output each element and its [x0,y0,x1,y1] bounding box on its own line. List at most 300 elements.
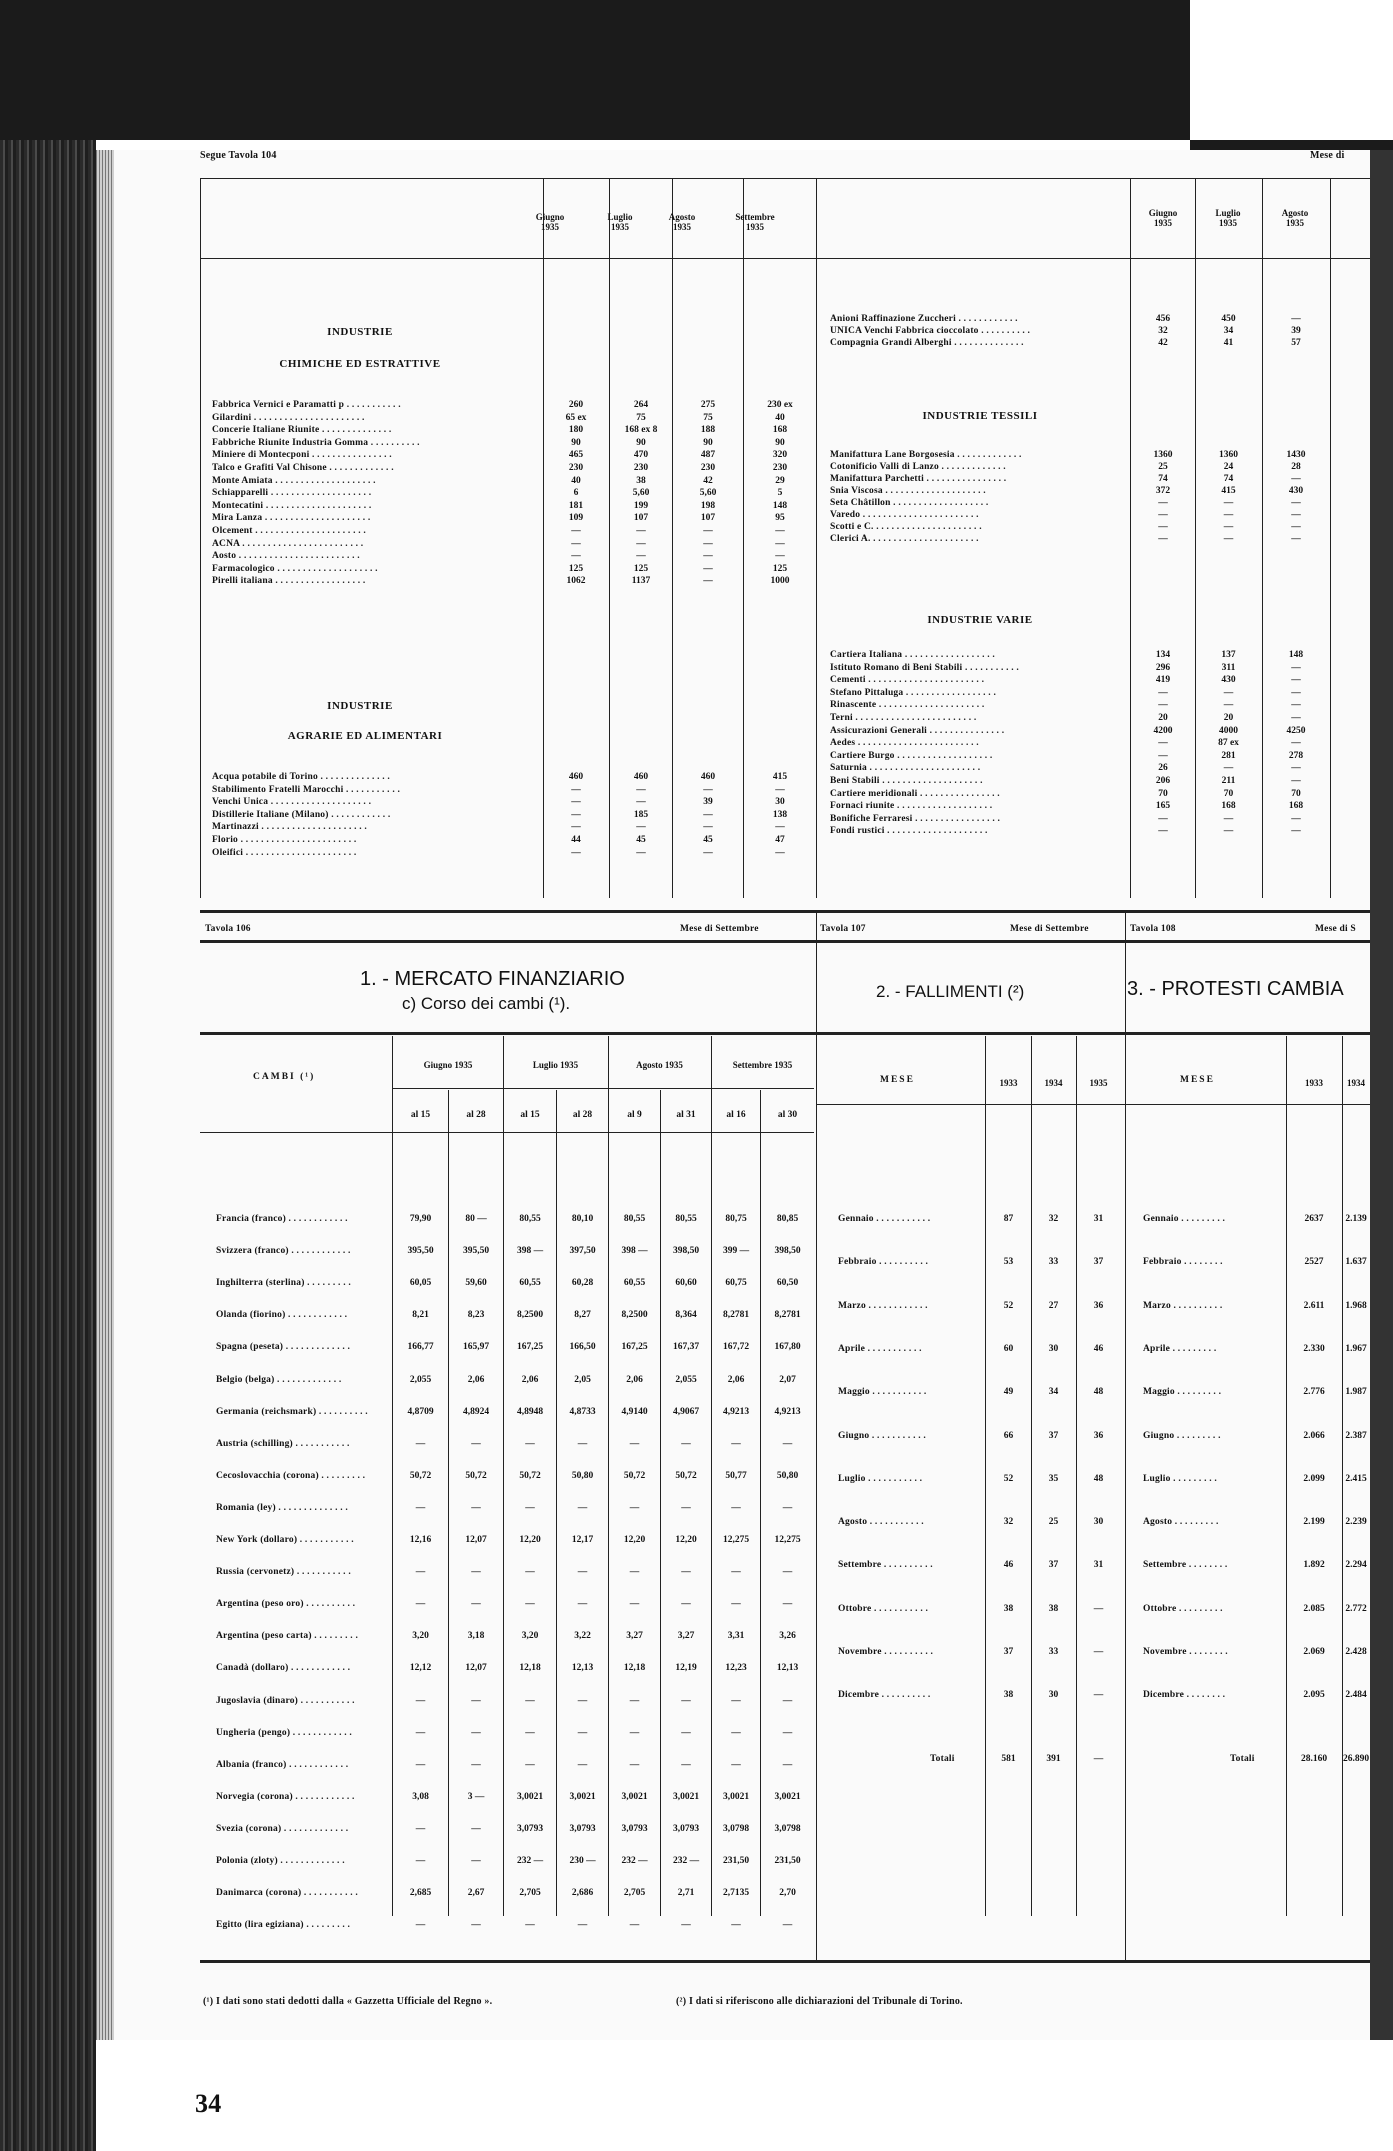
cell-value: 1430 [1286,450,1306,460]
row-label: Belgio (belga) . . . . . . . . . . . . . [216,1374,342,1385]
row-label: Farmacologico . . . . . . . . . . . . . . . . . . . . [212,563,378,574]
cell-value: 42 [703,475,713,486]
cell-value: 125 [568,563,584,574]
cell-value: 41 [1223,338,1234,348]
cell-value: — [525,1502,535,1513]
rule-col7 [1262,178,1263,898]
year-header: 1934 [1347,1078,1365,1088]
cell-value: 460 [700,772,716,782]
cell-value: 199 [633,500,649,511]
cell-value: — [731,1567,741,1578]
rule-thick [200,1032,1370,1035]
cell-value: 1.892 [1303,1560,1325,1571]
cell-value: — [1158,534,1168,544]
rule-thick [200,910,1370,913]
total-value: 26.890 [1343,1754,1370,1764]
cell-value: 2.239 [1345,1517,1367,1528]
cell-value: 1.968 [1345,1300,1367,1311]
row-label: Florio . . . . . . . . . . . . . . . . . . . . . . . [212,835,357,845]
cell-value: 8,27 [574,1310,591,1321]
total-label: Totali [1230,1754,1255,1764]
rule [1286,1036,1287,1916]
cell-value: — [1291,510,1301,520]
cell-value: — [775,551,785,562]
cell-value: — [775,822,785,833]
cell-value: — [415,1727,426,1738]
cell-value: 2,05 [574,1374,591,1385]
row-label: Aedes . . . . . . . . . . . . . . . . . . . . . . . . [830,738,979,749]
cell-value: — [636,526,646,536]
row-label: Argentina (peso carta) . . . . . . . . . [216,1631,359,1642]
cell-value: 2,686 [571,1888,594,1899]
cell-value: 2.776 [1303,1387,1325,1398]
cell-value: — [415,1502,426,1513]
row-label: Stefano Pittaluga . . . . . . . . . . . . . . . . . . [830,687,997,698]
row-label: Mira Lanza . . . . . . . . . . . . . . . . . . . . . [212,513,371,524]
cell-value: — [703,538,713,549]
month-header: Settembre 1935 [735,212,775,232]
cell-value: 80,10 [571,1214,594,1224]
cell-value: 30 [1093,1517,1104,1528]
cell-value: — [681,1695,691,1706]
cell-value: 430 [1221,675,1236,686]
cell-value: 4,8709 [407,1406,434,1417]
cell-value: — [731,1727,741,1738]
rule-col1 [543,178,544,898]
row-label: Cartiera Italiana . . . . . . . . . . . . . . . . . . [830,650,995,660]
cell-value: 4,9067 [672,1406,700,1417]
row-label: Fornaci riunite . . . . . . . . . . . . . . . . . . . [830,801,993,812]
row-label: Maggio . . . . . . . . . . . [838,1387,927,1398]
cell-value: 3,20 [412,1631,429,1642]
cell-value: — [731,1438,741,1449]
cell-value: 24 [1223,462,1234,472]
rule-col6 [1195,178,1196,898]
row-label: Acqua potabile di Torino . . . . . . . . . . . . . . [212,772,390,782]
cell-value: 3,0021 [722,1791,750,1802]
day-header: al 28 [572,1110,593,1120]
rule-thick [200,1960,1370,1963]
cell-value: 79,90 [409,1214,432,1224]
cell-value: 40 [775,412,785,423]
cell-value: 20 [1158,713,1168,723]
cell-value: 12,18 [623,1663,646,1674]
cell-value: 2.415 [1345,1473,1367,1484]
cell-value: — [731,1599,741,1610]
cell-value: 30 [775,797,785,808]
row-label: Romania (ley) . . . . . . . . . . . . . . [216,1502,348,1513]
row-label: Varedo . . . . . . . . . . . . . . . . . . . . . . . [830,510,979,520]
cell-value: 38 [1048,1603,1059,1614]
cell-value: 1360 [1219,450,1238,460]
cell-value: 2,685 [409,1888,432,1899]
cell-value: 3,0798 [774,1823,801,1834]
cell-value: 80 — [465,1214,487,1224]
cell-value: 230 [772,463,788,473]
cell-value: — [775,784,785,795]
cell-value: — [1291,813,1301,824]
section-subtitle: CHIMICHE ED ESTRATTIVE [279,358,441,370]
month-header: Giugno 1935 [535,212,565,232]
row-label: Febbraio . . . . . . . . . . [838,1257,929,1268]
cell-value: — [1223,534,1234,544]
cell-value: 185 [633,809,649,820]
row-label: Egitto (lira egiziana) . . . . . . . . . [216,1920,351,1931]
cell-value: — [1291,826,1301,837]
row-label: Aprile . . . . . . . . . . . [838,1343,922,1354]
cell-value: 3,22 [574,1631,591,1642]
cell-value: 230 — [569,1856,596,1866]
cell-value: — [731,1695,741,1706]
t106-label: Tavola 106 [205,924,251,934]
cell-value: 4,8924 [462,1406,490,1417]
cell-value: — [629,1920,640,1931]
cell-value: 264 [633,400,649,410]
cell-value: 167,25 [516,1342,544,1353]
cell-value: 3,0021 [516,1791,544,1802]
cell-value: 3,31 [727,1631,745,1642]
cell-value: 2.099 [1303,1473,1325,1484]
rule-t107-left [816,910,817,1960]
row-label: Fondi rustici . . . . . . . . . . . . . . . . . . . . [830,826,988,837]
cell-value: — [471,1599,481,1610]
t106-title: 1. - MERCATO FINANZIARIO [360,968,625,990]
cell-value: — [1158,522,1168,532]
cell-value: — [577,1727,588,1738]
cell-value: — [703,809,713,820]
t107-label: Tavola 107 [820,924,866,934]
cell-value: 48 [1093,1387,1104,1398]
cell-value: — [1223,813,1234,824]
row-label: Stabilimento Fratelli Marocchi . . . . . . . . . . . [212,784,401,795]
cell-value: 2.428 [1345,1647,1367,1657]
cell-value: 26 [1158,763,1168,774]
cell-value: 12,275 [722,1535,750,1545]
cell-value: — [1158,826,1168,837]
total-value: 28.160 [1300,1754,1328,1764]
row-label: Cecoslovacchia (corona) . . . . . . . . . [216,1470,366,1481]
cell-value: 1000 [770,576,790,587]
cell-value: 95 [775,513,785,524]
row-label: Rinascente . . . . . . . . . . . . . . . . . . . . . [830,700,985,711]
cell-value: 107 [700,513,716,524]
cell-value: — [415,1823,426,1834]
row-label: Giugno . . . . . . . . . [1143,1430,1221,1441]
cell-value: 60,60 [675,1278,697,1289]
cell-value: 275 [700,400,716,410]
cell-value: 60,55 [623,1278,646,1289]
cell-value: — [471,1695,481,1706]
cell-value: 50,72 [623,1470,646,1481]
cell-value: — [703,551,713,562]
cell-value: — [1158,498,1168,508]
cell-value: 2637 [1304,1214,1324,1224]
rule-left [200,178,201,898]
cell-value: 3,27 [677,1631,695,1642]
row-label: Olcement . . . . . . . . . . . . . . . . . . . . . . [212,526,366,536]
cell-value: — [681,1599,691,1610]
row-label: Gilardini . . . . . . . . . . . . . . . . . . . . . . [212,412,365,423]
row-label: Argentina (peso oro) . . . . . . . . . . [216,1599,356,1610]
cell-value: 2.772 [1345,1603,1367,1614]
cell-value: 12,20 [623,1535,646,1545]
cell-value: 45 [636,835,646,845]
row-label: Germania (reichsmark) . . . . . . . . . . [216,1406,368,1417]
cell-value: 44 [571,835,581,845]
rule [1125,1104,1370,1105]
cell-value: 3,08 [412,1791,429,1802]
cell-value: 36 [1093,1300,1104,1311]
cell-value: — [681,1759,691,1770]
cell-value: 60,75 [725,1278,747,1289]
row-label: Snia Viscosa . . . . . . . . . . . . . . . . . . . . [830,486,986,496]
cell-value: 2,06 [626,1374,643,1385]
cell-value: 2.139 [1345,1214,1367,1224]
cell-value: — [525,1599,535,1610]
cell-value: — [571,797,581,808]
row-label: Francia (franco) . . . . . . . . . . . . [216,1214,348,1224]
rule-col4 [743,178,744,898]
row-label: Giugno . . . . . . . . . . . [838,1430,926,1441]
cell-value: — [1093,1603,1104,1614]
cell-value: 65 ex [565,412,587,423]
cell-value: — [681,1920,691,1931]
cell-value: — [525,1920,535,1931]
page-number: 34 [195,2089,222,2118]
cell-value: — [782,1920,793,1931]
cell-value: 35 [1048,1473,1059,1484]
cell-value: 50,72 [675,1470,697,1481]
row-label: Gennaio . . . . . . . . . . . [838,1214,931,1224]
right-edge [1370,150,1393,2151]
month-header: Agosto 1935 [1281,208,1309,228]
cell-value: 2,06 [727,1374,745,1385]
row-label: Ottobre . . . . . . . . . . . [838,1603,929,1614]
cell-value: 2.199 [1303,1517,1325,1528]
row-label: Danimarca (corona) . . . . . . . . . . . [216,1888,358,1899]
cell-value: 4,8733 [569,1406,596,1417]
cell-value: — [571,822,581,833]
cell-value: — [636,847,646,858]
cell-value: 198 [700,500,716,511]
cell-value: 211 [1221,776,1236,786]
cell-value: 50,80 [571,1470,594,1481]
cell-value: 419 [1155,675,1171,686]
book-edge-left [0,140,96,2151]
month-header: Giugno 1935 [423,1060,473,1070]
cell-value: 4,9140 [621,1406,648,1417]
cell-value: 12,07 [465,1663,487,1674]
row-label: Seta Châtillon . . . . . . . . . . . . . . . . . . . [830,498,989,508]
row-label: Manifattura Lane Borgosesia . . . . . . . . . . . . . [830,450,1022,460]
row-label: Luglio . . . . . . . . . [1143,1473,1217,1484]
cell-value: — [775,538,785,549]
cell-value: 39 [1291,326,1301,336]
row-label: Agosto . . . . . . . . . [1143,1517,1219,1528]
cell-value: 2.611 [1303,1300,1325,1311]
row-label: Ottobre . . . . . . . . . [1143,1603,1223,1614]
cell-value: 3,0793 [516,1823,544,1834]
rule-t108-left [1125,910,1126,1960]
cell-value: 25 [1048,1517,1059,1528]
cell-value: 4,9213 [722,1406,750,1417]
cell-value: 206 [1155,776,1171,786]
cell-value: 415 [1221,486,1236,496]
cell-value: 31 [1093,1560,1104,1571]
row-label: Monte Amiata . . . . . . . . . . . . . . . . . . . . [212,475,376,486]
row-label: Pirelli italiana . . . . . . . . . . . . . . . . . . [212,576,366,587]
cell-value: 1137 [631,576,651,587]
cell-value: — [415,1567,426,1578]
cell-value: 230 [568,463,584,473]
cell-value: 12,23 [725,1663,747,1674]
cell-value: — [1093,1647,1104,1657]
cell-value: 181 [568,500,584,511]
cell-value: — [577,1599,588,1610]
cell-value: — [471,1502,481,1513]
cell-value: 2.484 [1345,1690,1367,1701]
t108-label: Tavola 108 [1130,924,1176,934]
cell-value: — [629,1727,640,1738]
cell-value: 12,19 [675,1663,697,1674]
cell-value: 36 [1093,1430,1104,1441]
cell-value: — [782,1502,793,1513]
t108-month: Mese di S [1315,924,1356,934]
cell-value: — [775,526,785,536]
cell-value: 38 [1003,1603,1014,1614]
page-edges [96,150,114,2151]
cell-value: — [703,576,713,587]
month-header: Luglio 1935 [607,212,633,232]
cell-value: 80,85 [776,1214,799,1224]
cell-value: — [571,551,581,562]
month-header: Luglio 1935 [1215,208,1241,228]
cell-value: 398,50 [672,1246,700,1257]
cell-value: 5,60 [632,488,650,499]
cell-value: 32 [1003,1517,1014,1528]
cell-value: — [782,1759,793,1770]
cell-value: — [525,1567,535,1578]
cell-value: 311 [1221,662,1236,673]
cell-value: 38 [1003,1690,1014,1701]
cell-value: 70 [1158,788,1168,799]
rule-thick [200,940,1370,943]
total-label: Totali [930,1754,955,1764]
cell-value: 31 [1093,1214,1104,1224]
cell-value: 2.085 [1303,1603,1325,1614]
cell-value: — [1158,687,1168,698]
section-title: INDUSTRIE VARIE [927,614,1033,626]
cell-value: 3,18 [467,1631,485,1642]
row-label: Scotti e C. . . . . . . . . . . . . . . . . . . . . . [830,522,982,532]
cell-value: 2,71 [677,1888,695,1899]
row-label: Spagna (peseta) . . . . . . . . . . . . . [216,1342,351,1353]
cell-value: 4,9213 [774,1406,801,1417]
cell-value: 395,50 [407,1246,434,1257]
cell-value: 32 [1158,326,1168,336]
cell-value: 60,55 [519,1278,541,1289]
cell-value: — [525,1438,535,1449]
row-label: Schiapparelli . . . . . . . . . . . . . . . . . . . . [212,488,372,499]
total-value: 391 [1046,1754,1061,1764]
cell-value: — [1291,763,1301,774]
cell-value: 60 [1003,1343,1014,1354]
cell-value: 148 [1288,650,1304,660]
cell-value: 180 [568,425,584,436]
cell-value: 460 [633,772,649,782]
row-label: Marzo . . . . . . . . . . . . [838,1300,928,1311]
cell-value: 20 [1223,713,1234,723]
cell-value: 40 [571,475,581,486]
day-header: al 16 [726,1110,746,1120]
cell-value: 134 [1155,650,1171,660]
cell-value: — [525,1727,535,1738]
cell-value: 52 [1003,1473,1014,1484]
t108-title: 3. - PROTESTI CAMBIA [1127,978,1344,1000]
cell-value: 398,50 [774,1246,801,1257]
cell-value: 4200 [1153,725,1173,736]
cell-value: 138 [772,809,788,820]
row-label: Terni . . . . . . . . . . . . . . . . . . . . . . . . [830,713,977,723]
row-label: Svezia (corona) . . . . . . . . . . . . . [216,1823,349,1834]
book-edge-bottom [0,2040,96,2151]
cell-value: 75 [703,412,713,423]
cell-value: 59,60 [465,1278,487,1289]
cell-value: 1.637 [1345,1257,1367,1268]
cell-value: 168 ex 8 [624,425,658,436]
cell-value: — [571,538,581,549]
cell-value: — [731,1502,741,1513]
cell-value: — [1223,510,1234,520]
year-header: 1933 [1305,1078,1323,1088]
t108-col-mese: MESE [1180,1075,1215,1085]
cell-value: 47 [775,835,785,845]
row-label: Anioni Raffinazione Zuccheri . . . . . . . . . . . . [830,314,1018,324]
cell-value: — [1291,700,1301,711]
row-label: Norvegia (corona) . . . . . . . . . . . . [216,1791,355,1802]
section-title: INDUSTRIE TESSILI [922,410,1038,422]
cell-value: — [636,551,646,562]
cell-value: 3,27 [626,1631,643,1642]
cell-value: 33 [1048,1257,1059,1268]
cell-value: — [577,1567,588,1578]
row-label: Dicembre . . . . . . . . [1143,1690,1226,1701]
cell-value: 50,80 [776,1470,799,1481]
cell-value: — [471,1727,481,1738]
cell-value: — [636,822,646,833]
cell-value: — [471,1759,481,1770]
cell-value: — [636,784,646,795]
cell-value: 456 [1155,314,1171,324]
cell-value: 125 [633,563,649,574]
cell-value: — [681,1567,691,1578]
cell-value: 4250 [1286,725,1306,736]
row-label: Jugoslavia (dinaro) . . . . . . . . . . . [216,1695,355,1706]
cell-value: 50,72 [409,1470,432,1481]
cell-value: 3 — [467,1791,485,1802]
row-label: Marzo . . . . . . . . . . [1143,1300,1223,1311]
row-label: Svizzera (franco) . . . . . . . . . . . . [216,1246,351,1257]
cell-value: 12,16 [409,1535,432,1545]
cell-value: 1.987 [1345,1387,1367,1398]
cell-value: 487 [700,450,716,461]
cell-value: 32 [1048,1214,1059,1224]
cell-value: 230 [633,463,649,473]
cell-value: — [577,1502,588,1513]
cell-value: 3,20 [521,1631,539,1642]
row-label: Maggio . . . . . . . . . [1143,1387,1222,1398]
cell-value: 37 [1003,1647,1014,1657]
